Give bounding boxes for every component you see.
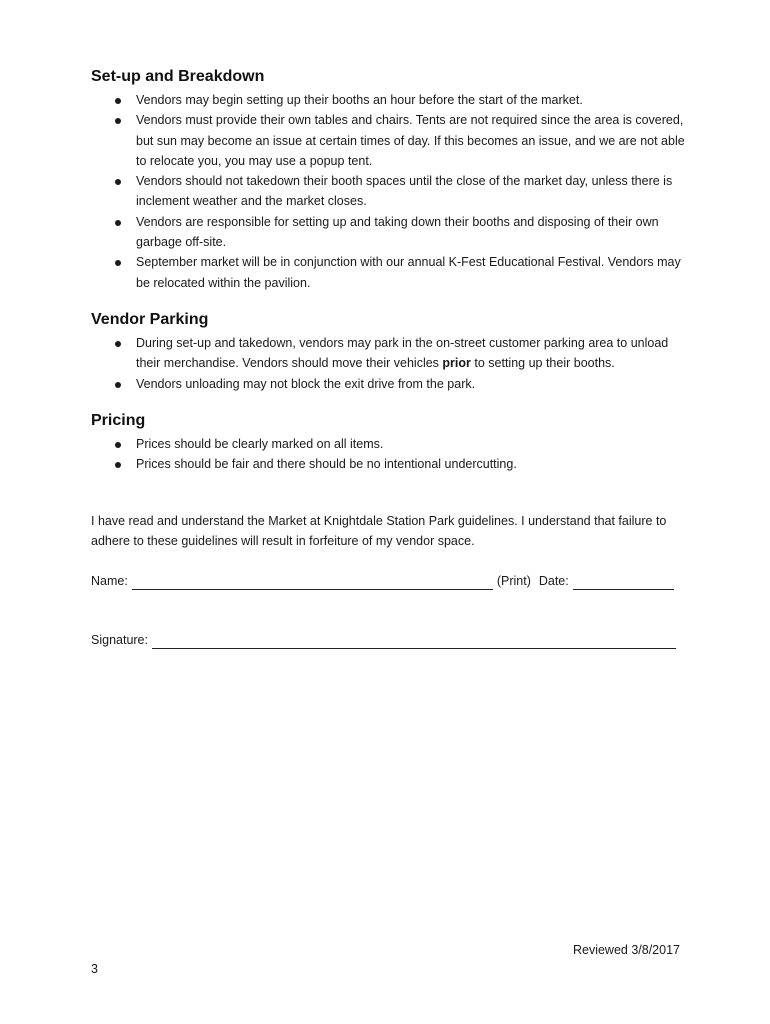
bullet-icon [115,462,121,468]
section-heading: Set-up and Breakdown [91,68,265,85]
bullet-list [91,90,691,293]
list-item-text-suffix: to setting up their booths. [470,356,615,371]
list-item-text: Vendors unloading may not block the exit drive from the park. [136,376,476,391]
list-item [91,333,691,374]
section-heading: Vendor Parking [91,311,209,328]
list-item-text: Vendors should not takedown their booth spaces until the close of the market day, unless there is inclement weather and the market closes. [136,174,673,209]
print-label: (Print) [496,574,531,588]
list-item [91,374,691,394]
emphasis-text: prior [442,356,471,371]
bullet-list [91,434,691,475]
section-vendor-parking [91,310,691,394]
list-item-text: During set-up and takedown, vendors may park in the on-street customer parking area to unload their merchandise. Vendors should move their vehicles [136,336,669,371]
list-item [91,252,691,293]
section-heading: Pricing [91,412,146,429]
list-item [91,171,691,212]
list-item [91,212,691,253]
bullet-icon [115,98,121,104]
date-label: Date: [538,574,569,588]
bullet-icon [115,341,121,347]
signature-field[interactable] [152,634,676,649]
date-field[interactable] [573,575,674,590]
page-number: 3 [91,962,98,976]
list-item-text: Prices should be clearly marked on all items. [136,437,384,451]
bullet-icon [115,118,121,124]
signature-row [91,631,676,649]
list-item-text: Prices should be fair and there should be no intentional undercutting. [136,457,517,472]
name-field[interactable] [132,575,493,590]
signature-label: Signature: [91,633,148,647]
list-item-text: Vendors may begin setting up their booths an hour before the start of the market. [136,93,583,107]
bullet-list [91,333,691,394]
list-item-text: Vendors are responsible for setting up and taking down their booths and disposing of their own garbage off-site. [136,214,659,250]
list-item [91,90,691,110]
list-item [91,110,691,171]
name-label: Name: [91,574,128,588]
bullet-icon [115,179,121,185]
bullet-icon [115,382,121,388]
section-pricing [91,411,691,475]
list-item-text: September market will be in conjunction with our annual K-Fest Educational Festival. Vendors may be relocated within the pavilion. [136,255,681,290]
list-item [91,434,691,454]
name-date-row [91,572,674,590]
bullet-icon [115,442,121,448]
list-item [91,454,691,474]
list-item-text: Vendors must provide their own tables and chairs. Tents are not required since the area is covered, but sun may become an issue at certain times of day. If this becomes an issue, and we are not able to relocate you, you may use a popup tent. [136,113,685,168]
section-setup-breakdown [91,67,691,293]
bullet-icon [115,220,121,226]
bullet-icon [115,260,121,266]
reviewed-date: Reviewed 3/8/2017 [572,943,680,957]
agreement-text: I have read and understand the Market at Knightdale Station Park guidelines. I understand that failure to adhere to these guidelines will result in forfeiture of my vendor space. [91,514,667,549]
